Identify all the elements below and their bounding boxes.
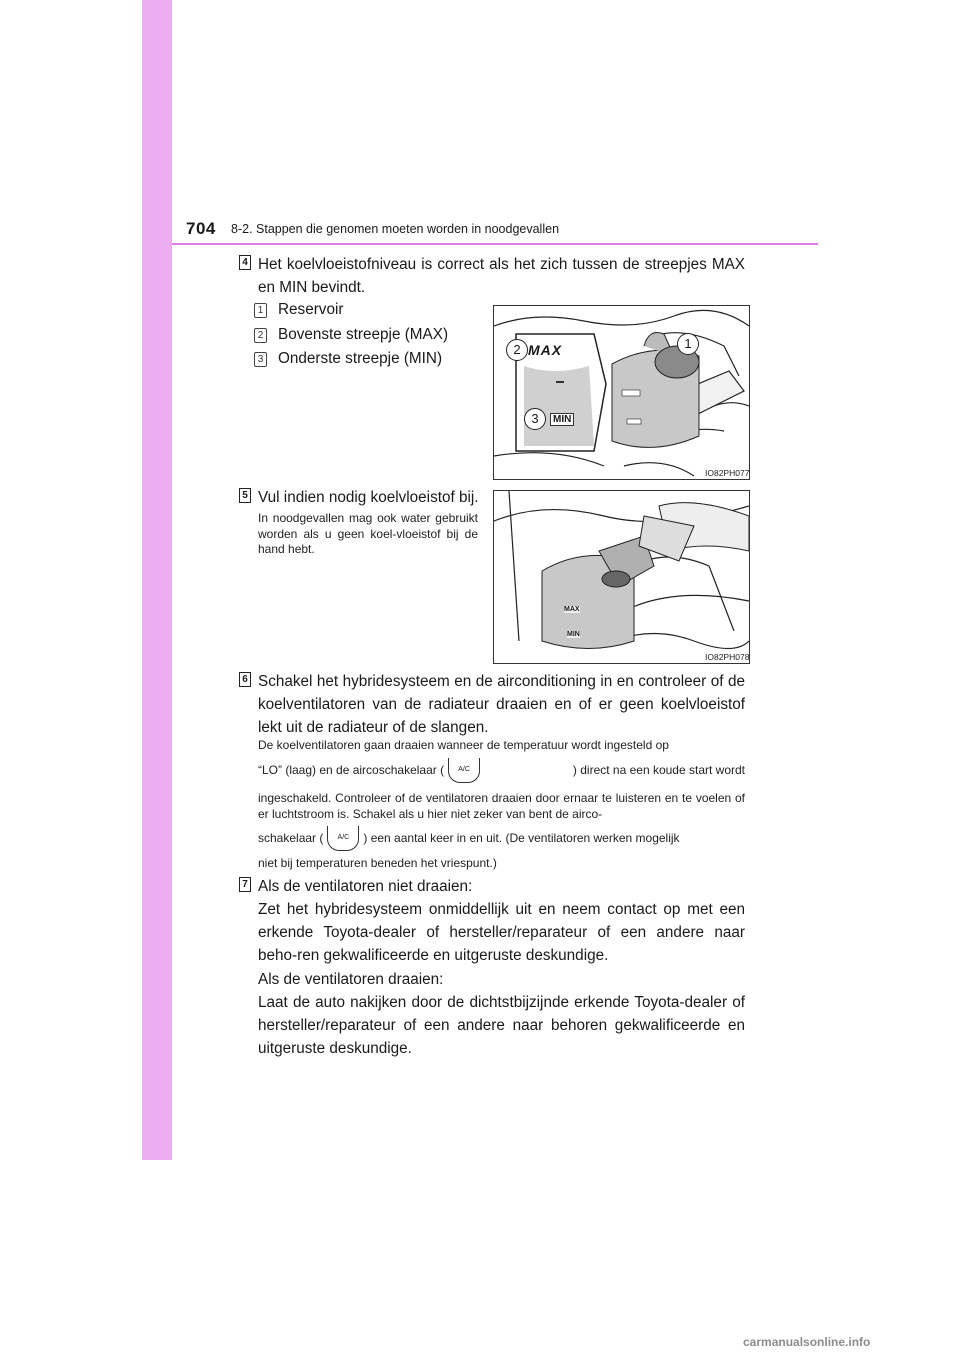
page-number: 704 xyxy=(186,219,216,238)
label-2-badge: 2 xyxy=(254,328,267,343)
ac-icon-label: A/C xyxy=(458,766,470,773)
step-6-note-line3: ingeschakeld. Controleer of de ventilatoren draaien door ernaar te luisteren en te voelen of er luchtstroom is. Schakel als u hier niet zeker van bent de airco- xyxy=(258,791,745,821)
step-6-note-line5: niet bij temperaturen beneden het vriespunt.) xyxy=(258,856,497,870)
callout-1: 1 xyxy=(677,333,699,355)
note-text-c: ) direct na een koude start wordt xyxy=(572,762,745,777)
ac-button-icon-2 xyxy=(327,826,359,851)
max-marking: MAX xyxy=(528,342,563,358)
step-5-text: Vul indien nodig koelvloeistof bij. xyxy=(258,489,479,506)
step-4-text: Het koelvloeistofniveau is correct als het zich tussen de streepjes MAX en MIN bevindt. xyxy=(258,256,745,296)
note-text-f: ) een aantal keer in en uit. (De ventilatoren werken mogelijk xyxy=(363,830,680,845)
step-6-note-line2 xyxy=(258,758,745,783)
header-divider xyxy=(172,243,818,245)
label-min: Onderste streepje (MIN) xyxy=(278,350,443,367)
figure-refill-coolant xyxy=(493,490,750,664)
figure-coolant-reservoir xyxy=(493,305,750,480)
step-6-note-line1: De koelventilatoren gaan draaien wanneer de temperatuur wordt ingesteld op xyxy=(258,738,669,752)
step-6-note-line4 xyxy=(258,826,745,851)
step-6-text: Schakel het hybridesysteem en de airconditioning in en controleer of de koelventilatoren van de radiateur draaien en of er geen koelvloeistof lekt uit de radiateur of de slangen. xyxy=(258,673,745,736)
step-7-line3: Als de ventilatoren draaien: xyxy=(258,971,444,988)
step-7-line4: Laat de auto nakijken door de dichtstbijzijnde erkende Toyota-dealer of hersteller/reparateur of een andere naar behoren gekwalificeerde en uitgeruste deskundige. xyxy=(258,994,745,1057)
step-7-marker: 7 xyxy=(239,877,251,892)
note-text-b: “LO” (laag) en de aircoschakelaar ( xyxy=(258,762,445,777)
section-title: 8-2. Stappen die genomen moeten worden in noodgevallen xyxy=(231,222,560,236)
label-max: Bovenste streepje (MAX) xyxy=(278,326,449,343)
fig2-max-marking: MAX xyxy=(564,606,580,613)
sidebar-tab xyxy=(142,0,172,1160)
step-6-marker: 6 xyxy=(239,672,251,687)
callout-2: 2 xyxy=(506,339,528,361)
label-1-badge: 1 xyxy=(254,303,267,318)
ac-icon-label-2: A/C xyxy=(337,834,350,841)
callout-3: 3 xyxy=(524,408,546,430)
reservoir-illustration xyxy=(494,306,749,479)
watermark: carmanualsonline.info xyxy=(743,1335,871,1349)
figure-code-2: IO82PH078 xyxy=(705,652,750,662)
step-5-marker: 5 xyxy=(239,488,251,503)
label-3-badge: 3 xyxy=(254,352,267,367)
step-4-marker: 4 xyxy=(239,255,251,270)
min-marking: MIN xyxy=(550,413,574,426)
figure-code: IO82PH077 xyxy=(705,468,750,478)
ac-button-icon xyxy=(448,758,480,783)
step-7-line2: Zet het hybridesysteem onmiddellijk uit en neem contact op met een erkende Toyota-dealer of hersteller/reparateur of een andere naar beho-ren gekwalificeerde en uitgeruste deskundige. xyxy=(258,901,745,964)
label-reservoir: Reservoir xyxy=(278,301,344,318)
note-text-e: schakelaar ( xyxy=(258,830,324,845)
step-5-note: In noodgevallen mag ook water gebruikt worden als u geen koel-vloeistof bij de hand hebt. xyxy=(258,511,478,556)
fig2-min-marking: MIN xyxy=(567,631,580,638)
refill-illustration xyxy=(494,491,749,663)
step-7-line1: Als de ventilatoren niet draaien: xyxy=(258,878,473,895)
